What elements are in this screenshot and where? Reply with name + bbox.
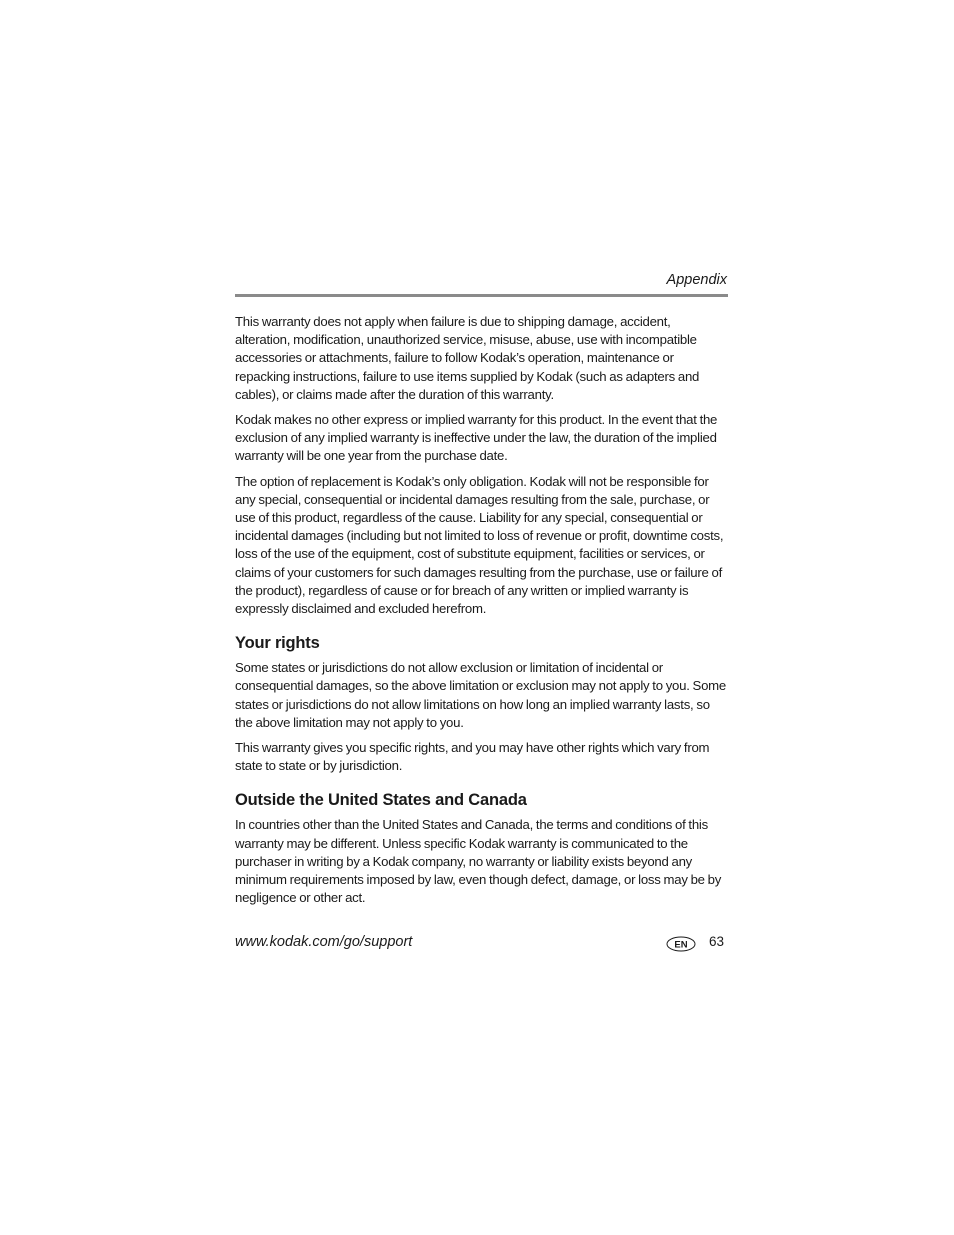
page-number: 63	[709, 934, 725, 949]
paragraph-other-countries: In countries other than the United States and Canada, the terms and conditions of this warranty may be different. Unless specific Kodak warranty is communicated to the purchaser in writing by a Kodak company, no warranty or liability exists beyond any minimum requirements imposed by law, even though defect, damage, or loss may be by negligence or other act.	[235, 817, 722, 906]
header-rule	[235, 294, 728, 297]
running-head: Appendix	[666, 272, 727, 288]
paragraph-state-limitations: Some states or jurisdictions do not allow exclusion or limitation of incidental or consequential damages, so the above limitation or exclusion may not apply to you. Some states or jurisdictions do not allow limitations on how long an implied warranty lasts, so the above limitation may not apply to you.	[235, 660, 727, 730]
paragraph-replacement-obligation: The option of replacement is Kodak’s only obligation. Kodak will not be responsible for any special, consequential or incidental damages resulting from the sale, purchase, or use of this product, regardless of the cause. Liability for any special, consequential or incidental damages (including but not limited to loss of revenue or profit, downtime costs, loss of the use of the equipment, cost of substitute equipment, facilities or services, or claims of your customers for such damages resulting from the purchase, use or failure of the product), regardless of cause or for breach of any written or implied warranty is expressly disclaimed and excluded herefrom.	[235, 473, 724, 617]
paragraph-warranty-exclusions: This warranty does not apply when failure is due to shipping damage, accident, alteration, modification, unauthorized service, misuse, abuse, use with incompatible accessories or attachments, failure to follow Kodak’s operation, maintenance or repacking instructions, failure to use items supplied by Kodak (such as adapters and cables), or claims made after the duration of this warranty.	[235, 314, 700, 402]
language-badge-label: EN	[674, 939, 688, 951]
language-badge-icon	[666, 936, 696, 952]
paragraph-specific-rights: This warranty gives you specific rights, and you may have other rights which vary from state to state or by jurisdiction.	[235, 740, 710, 774]
heading-your-rights: Your rights	[235, 634, 320, 653]
heading-outside-us-canada: Outside the United States and Canada	[235, 791, 527, 810]
page-footer	[235, 932, 725, 954]
support-url-link[interactable]: www.kodak.com/go/support	[235, 934, 413, 950]
paragraph-implied-warranty: Kodak makes no other express or implied warranty for this product. In the event that the exclusion of any implied warranty is ineffective under the law, the duration of the implied warranty will be one year from the purchase date.	[235, 412, 718, 464]
page-content	[235, 270, 728, 914]
